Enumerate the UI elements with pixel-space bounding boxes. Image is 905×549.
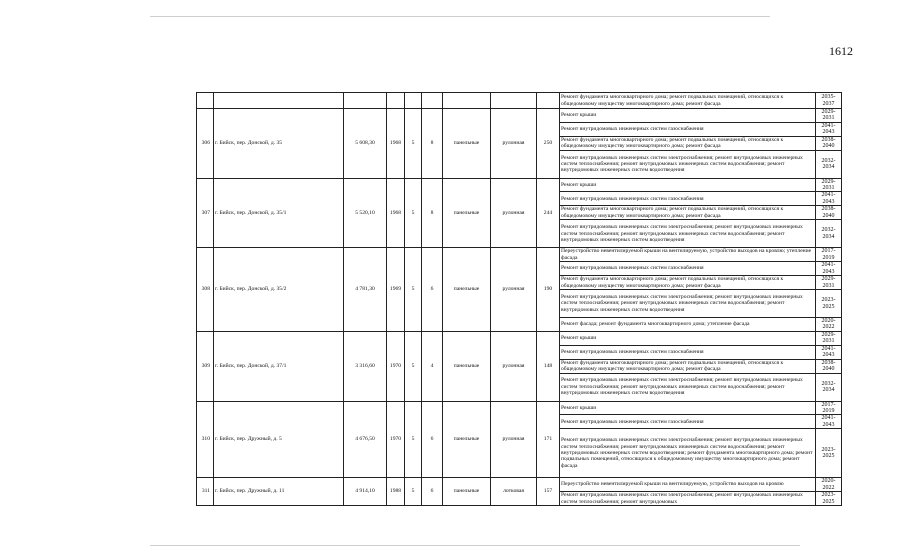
- row-number: 308: [197, 248, 214, 332]
- roof-type: рулонная: [491, 248, 537, 332]
- work-period: 2023-2025: [816, 429, 842, 478]
- wall-material: панельные: [443, 178, 491, 248]
- work-description: Ремонт крыши: [560, 178, 816, 192]
- work-period: 2023-2025: [816, 492, 842, 506]
- wall-material: панельные: [443, 401, 491, 478]
- work-period: 2029-2031: [816, 276, 842, 290]
- work-period: 2038-2040: [816, 136, 842, 150]
- work-description: Ремонт внутридомовых инженерных систем электроснабжения; ремонт внутридомовых инженерных систем теплоснабжения; ремонт внутридомовых инженерных систем водоснабжения; ремонт внутридомовых инженерных систем водоотведения: [560, 150, 816, 178]
- residents-count: [537, 93, 560, 109]
- entrances-count: 6: [422, 478, 443, 506]
- build-year: 1970: [387, 401, 405, 478]
- work-description: Ремонт внутридомовых инженерных систем газоснабжения: [560, 192, 816, 206]
- work-description: Ремонт фундамента многоквартирного дома; ремонт подвальных помещений, относящихся к общедомовому имуществу многоквартирного дома; ремонт фасада: [560, 276, 816, 290]
- work-description: Ремонт фундамента многоквартирного дома; ремонт подвальных помещений, относящихся к общедомовому имуществу многоквартирного дома; ремонт фасада: [560, 206, 816, 220]
- work-period: 2041-2043: [816, 345, 842, 359]
- address: г. Бийск, пер. Донской, д. 35: [214, 109, 344, 179]
- build-year: 1969: [387, 248, 405, 332]
- work-period: 2017-2019: [816, 248, 842, 262]
- row-number: 311: [197, 478, 214, 506]
- residents-count: 190: [537, 248, 560, 332]
- row-number: [197, 93, 214, 109]
- work-description: Ремонт внутридомовых инженерных систем газоснабжения: [560, 415, 816, 429]
- work-period: 2041-2043: [816, 192, 842, 206]
- work-description: Ремонт крыши: [560, 331, 816, 345]
- address: г. Бийск, пер. Донской, д. 37/1: [214, 331, 344, 401]
- work-period: 2023-2025: [816, 290, 842, 318]
- address: г. Бийск, пер. Донской, д. 35/2: [214, 248, 344, 332]
- total-area: 4 676,50: [344, 401, 387, 478]
- work-period: 2041-2043: [816, 415, 842, 429]
- residents-count: 244: [537, 178, 560, 248]
- address: г. Бийск, пер. Дружный, д. 11: [214, 478, 344, 506]
- entrances-count: 6: [422, 401, 443, 478]
- wall-material: панельные: [443, 109, 491, 179]
- residents-count: 171: [537, 401, 560, 478]
- scan-artifact-top: [150, 16, 770, 17]
- work-description: Ремонт внутридомовых инженерных систем электроснабжения; ремонт внутридомовых инженерных систем теплоснабжения; ремонт внутридомовых: [560, 492, 816, 506]
- roof-type: [491, 93, 537, 109]
- table-row: [197, 109, 842, 123]
- table-row: [197, 401, 842, 415]
- floors-count: [405, 93, 422, 109]
- work-period: 2017-2019: [816, 401, 842, 415]
- table-body: [197, 93, 842, 506]
- entrances-count: [422, 93, 443, 109]
- roof-type: рулонная: [491, 109, 537, 179]
- work-description: Переустройство невентилируемой крыши на вентилируемую, устройство выходов на кровлю; утепление фасада: [560, 248, 816, 262]
- total-area: 5 608,30: [344, 109, 387, 179]
- work-period: 2020-2022: [816, 318, 842, 332]
- work-period: 2029-2031: [816, 178, 842, 192]
- residents-count: 157: [537, 478, 560, 506]
- build-year: 1970: [387, 331, 405, 401]
- work-period: 2032-2034: [816, 150, 842, 178]
- entrances-count: 6: [422, 248, 443, 332]
- work-period: 2041-2043: [816, 262, 842, 276]
- work-description: Ремонт внутридомовых инженерных систем газоснабжения: [560, 122, 816, 136]
- total-area: 3 316,60: [344, 331, 387, 401]
- repair-schedule-table: [196, 92, 842, 506]
- build-year: 1968: [387, 109, 405, 179]
- entrances-count: 8: [422, 109, 443, 179]
- entrances-count: 8: [422, 178, 443, 248]
- work-description: Ремонт фундамента многоквартирного дома; ремонт подвальных помещений, относящихся к общедомовому имуществу многоквартирного дома; ремонт фасада: [560, 136, 816, 150]
- work-period: 2041-2043: [816, 122, 842, 136]
- build-year: 1968: [387, 178, 405, 248]
- work-period: 2029-2031: [816, 331, 842, 345]
- work-period: 2038-2040: [816, 359, 842, 373]
- scan-artifact-bottom: [150, 545, 800, 546]
- total-area: 4 781,30: [344, 248, 387, 332]
- total-area: 5 520,10: [344, 178, 387, 248]
- row-number: 306: [197, 109, 214, 179]
- floors-count: 5: [405, 331, 422, 401]
- work-description: Ремонт фасада; ремонт фундамента многоквартирного дома; утепление фасада: [560, 318, 816, 332]
- wall-material: панельные: [443, 248, 491, 332]
- floors-count: 5: [405, 478, 422, 506]
- wall-material: панельные: [443, 331, 491, 401]
- work-period: 2020-2022: [816, 478, 842, 492]
- total-area: 4 914,10: [344, 478, 387, 506]
- build-year: [387, 93, 405, 109]
- work-description: Ремонт внутридомовых инженерных систем газоснабжения: [560, 345, 816, 359]
- work-description: Ремонт внутридомовых инженерных систем электроснабжения; ремонт внутридомовых инженерных систем теплоснабжения; ремонт внутридомовых инженерных систем водоснабжения; ремонт внутридомовых инженерных систем водоотведения; ремонт фундамента многоквартирного дома; ремонт подвальных помещений, относящихся к общедомовому имуществу многоквартирного дома; ремонт фасада: [560, 429, 816, 478]
- work-description: Ремонт фундамента многоквартирного дома; ремонт подвальных помещений, относящихся к общедомовому имуществу многоквартирного дома; ремонт фасада: [560, 93, 816, 109]
- address: [214, 93, 344, 109]
- residents-count: 250: [537, 109, 560, 179]
- page-number: 1612: [829, 44, 853, 58]
- floors-count: 5: [405, 178, 422, 248]
- roof-type: рулонная: [491, 178, 537, 248]
- work-description: Ремонт внутридомовых инженерных систем электроснабжения; ремонт внутридомовых инженерных систем теплоснабжения; ремонт внутридомовых инженерных систем водоснабжения; ремонт внутридомовых инженерных систем водоотведения: [560, 220, 816, 248]
- floors-count: 5: [405, 109, 422, 179]
- build-year: 1988: [387, 478, 405, 506]
- work-description: Ремонт внутридомовых инженерных систем газоснабжения: [560, 262, 816, 276]
- roof-type: лотковая: [491, 478, 537, 506]
- floors-count: 5: [405, 401, 422, 478]
- entrances-count: 4: [422, 331, 443, 401]
- table-row: [197, 248, 842, 262]
- work-period: 2032-2034: [816, 220, 842, 248]
- residents-count: 148: [537, 331, 560, 401]
- roof-type: рулонная: [491, 401, 537, 478]
- wall-material: [443, 93, 491, 109]
- table-row: [197, 178, 842, 192]
- roof-type: рулонная: [491, 331, 537, 401]
- work-description: Переустройство невентилируемой крыши на вентилируемую, устройство выходов на кровлю: [560, 478, 816, 492]
- work-description: Ремонт фундамента многоквартирного дома; ремонт подвальных помещений, относящихся к общедомовому имуществу многоквартирного дома; ремонт фасада: [560, 359, 816, 373]
- work-description: Ремонт крыши: [560, 109, 816, 123]
- row-number: 309: [197, 331, 214, 401]
- floors-count: 5: [405, 248, 422, 332]
- work-period: 2038-2040: [816, 206, 842, 220]
- table-row: [197, 478, 842, 492]
- table-row: [197, 331, 842, 345]
- row-number: 310: [197, 401, 214, 478]
- table-row: [197, 93, 842, 109]
- address: г. Бийск, пер. Донской, д. 35/1: [214, 178, 344, 248]
- work-period: 2035-2037: [816, 93, 842, 109]
- total-area: [344, 93, 387, 109]
- work-period: 2029-2031: [816, 109, 842, 123]
- row-number: 307: [197, 178, 214, 248]
- work-description: Ремонт внутридомовых инженерных систем электроснабжения; ремонт внутридомовых инженерных систем теплоснабжения; ремонт внутридомовых инженерных систем водоснабжения; ремонт внутридомовых инженерных систем водоотведения: [560, 290, 816, 318]
- work-description: Ремонт крыши: [560, 401, 816, 415]
- address: г. Бийск, пер. Дружный, д. 5: [214, 401, 344, 478]
- work-description: Ремонт внутридомовых инженерных систем электроснабжения; ремонт внутридомовых инженерных систем теплоснабжения; ремонт внутридомовых инженерных систем водоснабжения; ремонт внутридомовых инженерных систем водоотведения: [560, 373, 816, 401]
- wall-material: панельные: [443, 478, 491, 506]
- work-period: 2032-2034: [816, 373, 842, 401]
